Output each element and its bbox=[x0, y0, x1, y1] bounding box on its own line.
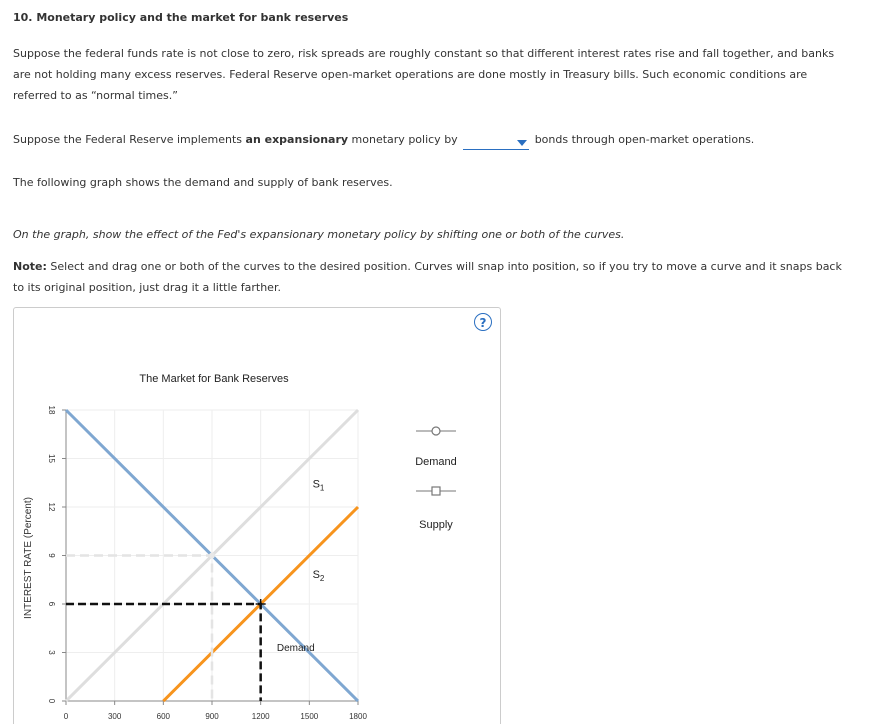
y-tick-label: 6 bbox=[47, 601, 56, 607]
y-tick-label: 18 bbox=[47, 405, 56, 415]
y-tick-label: 15 bbox=[47, 454, 56, 463]
policy-suffix: bonds through open-market operations. bbox=[534, 133, 755, 146]
series-s1-label: $S_1$ bbox=[312, 478, 325, 493]
policy-prefix: Suppose the Federal Reserve implements bbox=[13, 133, 243, 146]
note-text: Select and drag one or both of the curves to the desired position. Curves will snap into position, so if you try to move a curve and it snaps back to its original position, just drag it a little farther. bbox=[13, 260, 842, 294]
y-tick-label: 3 bbox=[47, 650, 56, 655]
legend-demand-marker bbox=[432, 427, 440, 435]
x-tick-label: 0 bbox=[63, 712, 69, 721]
legend-supply-label: Supply bbox=[419, 519, 453, 531]
series-s2-label: $S_2$ bbox=[312, 569, 325, 584]
intro-paragraph: Suppose the federal funds rate is not close to zero, risk spreads are roughly constant so that different interest rates rise and fall together, and banks are not holding many excess reserves. Federal Reserve open-market operations are done mostly in Treasury bills. Such economic conditions are referred to as “normal times.” bbox=[13, 47, 835, 102]
legend-supply[interactable] bbox=[416, 487, 456, 531]
series-demand-label: Demand bbox=[276, 642, 315, 654]
legend-demand-label: Demand bbox=[415, 456, 457, 468]
help-icon[interactable]: ? bbox=[474, 313, 492, 331]
policy-mid: monetary policy by bbox=[351, 133, 458, 146]
question-title: 10. Monetary policy and the market for bank reserves bbox=[13, 11, 349, 24]
instruction-text: On the graph, show the effect of the Fed's expansionary monetary policy by shifting one or both of the curves. bbox=[13, 228, 625, 241]
policy-bold: an expansionary bbox=[245, 133, 349, 146]
original-equilibrium-point bbox=[209, 553, 215, 559]
y-tick-label: 12 bbox=[47, 502, 56, 512]
y-tick-label: 9 bbox=[47, 553, 56, 558]
x-tick-label: 300 bbox=[107, 712, 122, 721]
legend-supply-marker bbox=[432, 487, 440, 495]
x-tick-label: 600 bbox=[156, 712, 171, 721]
chart-title: The Market for Bank Reserves bbox=[139, 373, 289, 385]
x-tick-label: 900 bbox=[205, 712, 219, 721]
note-label: Note: bbox=[13, 260, 47, 273]
x-tick-label: 1200 bbox=[251, 712, 270, 721]
y-axis-label: INTEREST RATE (Percent) bbox=[23, 497, 34, 619]
x-tick-label: 1500 bbox=[300, 712, 319, 721]
y-tick-label: 0 bbox=[47, 698, 56, 704]
graph-intro: The following graph shows the demand and supply of bank reserves. bbox=[13, 176, 393, 189]
legend-demand[interactable] bbox=[415, 427, 457, 468]
x-tick-label: 1800 bbox=[349, 712, 367, 721]
